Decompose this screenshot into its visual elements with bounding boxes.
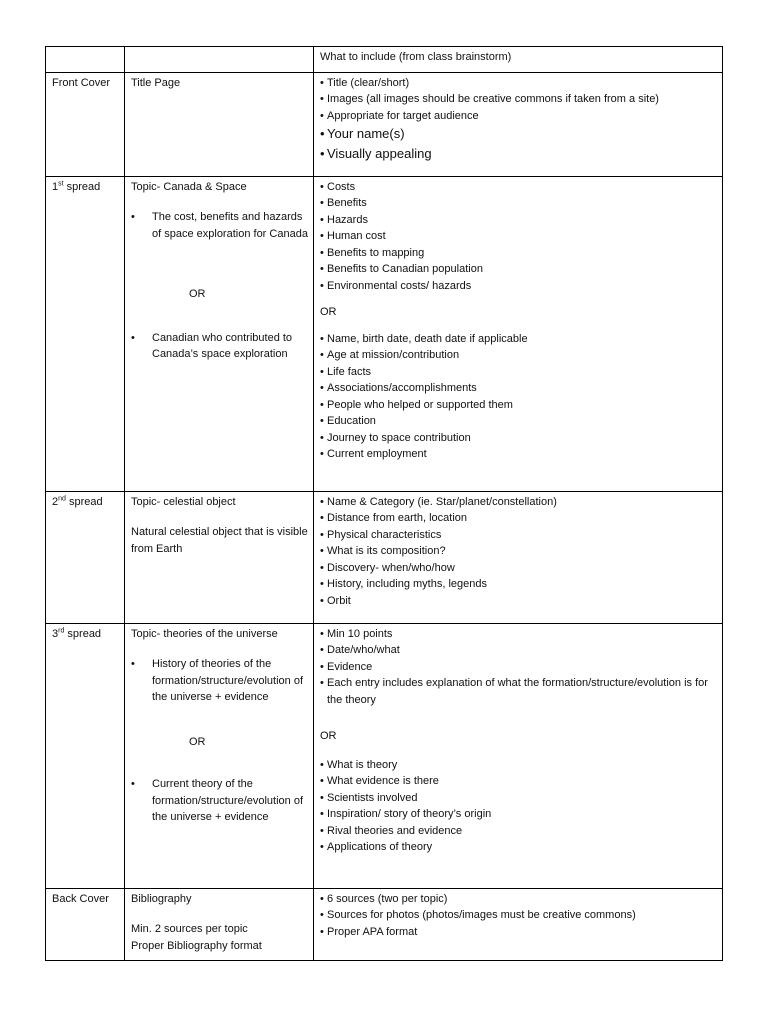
section-label: Back Cover bbox=[46, 888, 125, 961]
list-item: • Life facts bbox=[320, 364, 717, 381]
list-item: • What is its composition? bbox=[320, 543, 717, 560]
topic-option-a: • The cost, benefits and hazards of space exploration for Canada bbox=[131, 209, 308, 242]
list-item: • Costs bbox=[320, 179, 717, 196]
list-item: • Scientists involved bbox=[320, 790, 717, 807]
section-label: 2nd spread bbox=[46, 491, 125, 623]
list-item: • People who helped or supported them bbox=[320, 397, 717, 414]
header-cell-topic bbox=[125, 47, 314, 73]
list-item: • Title (clear/short) bbox=[320, 75, 717, 92]
list-item: • Rival theories and evidence bbox=[320, 823, 717, 840]
list-item: • Orbit bbox=[320, 593, 717, 610]
list-item: • Name, birth date, death date if applicable bbox=[320, 331, 717, 348]
header-cell-section bbox=[46, 47, 125, 73]
row-back-cover bbox=[46, 888, 723, 961]
project-requirements-table bbox=[45, 46, 723, 961]
list-item: • Human cost bbox=[320, 228, 717, 245]
include-list bbox=[314, 888, 723, 961]
header-cell-what-to-include: What to include (from class brainstorm) bbox=[314, 47, 723, 73]
section-label: 1st spread bbox=[46, 176, 125, 491]
topic-option-a: • History of theories of the formation/structure/evolution of the universe + evidence bbox=[131, 656, 308, 706]
list-item: • Physical characteristics bbox=[320, 527, 717, 544]
list-item: • Distance from earth, location bbox=[320, 510, 717, 527]
row-front-cover bbox=[46, 72, 723, 176]
topic-note: Min. 2 sources per topic bbox=[131, 923, 248, 935]
list-item: • Age at mission/contribution bbox=[320, 347, 717, 364]
topic-cell bbox=[125, 176, 314, 491]
or-label: OR bbox=[189, 288, 206, 300]
section-label: Front Cover bbox=[46, 72, 125, 176]
list-item: • Current employment bbox=[320, 446, 717, 463]
list-item: • Benefits bbox=[320, 195, 717, 212]
list-item: • Date/who/what bbox=[320, 642, 717, 659]
topic-cell bbox=[125, 491, 314, 623]
include-list bbox=[314, 176, 723, 491]
topic-title: Topic- theories of the universe bbox=[131, 627, 278, 640]
list-item: • History, including myths, legends bbox=[320, 576, 717, 593]
list-item: • 6 sources (two per topic) bbox=[320, 891, 717, 908]
list-item: • Each entry includes explanation of what the formation/structure/evolution is for the theory bbox=[320, 675, 717, 708]
topic-option-b: • Canadian who contributed to Canada’s space exploration bbox=[131, 330, 308, 363]
list-item: • Images (all images should be creative commons if taken from a site) bbox=[320, 91, 717, 108]
list-item: • Sources for photos (photos/images must be creative commons) bbox=[320, 907, 717, 924]
include-list bbox=[314, 491, 723, 623]
list-item: • Associations/accomplishments bbox=[320, 380, 717, 397]
include-list bbox=[314, 623, 723, 888]
row-spread-2 bbox=[46, 491, 723, 623]
header-row bbox=[46, 47, 723, 73]
topic-cell bbox=[125, 623, 314, 888]
list-item: • What evidence is there bbox=[320, 773, 717, 790]
or-label: OR bbox=[320, 306, 337, 318]
list-item: • Benefits to mapping bbox=[320, 245, 717, 262]
or-label: OR bbox=[189, 735, 206, 748]
topic-title: Topic- Canada & Space bbox=[131, 180, 247, 193]
list-item: • Hazards bbox=[320, 212, 717, 229]
topic-title: Bibliography bbox=[131, 892, 192, 905]
topic-cell: Title Page bbox=[125, 72, 314, 176]
list-item: • Evidence bbox=[320, 659, 717, 676]
list-item: • Proper APA format bbox=[320, 924, 717, 941]
list-item: • Min 10 points bbox=[320, 626, 717, 643]
or-label: OR bbox=[320, 730, 337, 742]
row-spread-3 bbox=[46, 623, 723, 888]
list-item: • Journey to space contribution bbox=[320, 430, 717, 447]
list-item: • Visually appealing bbox=[320, 144, 717, 164]
list-item: • Appropriate for target audience bbox=[320, 108, 717, 125]
list-item: • Discovery- when/who/how bbox=[320, 560, 717, 577]
list-item: • Inspiration/ story of theory’s origin bbox=[320, 806, 717, 823]
include-list bbox=[314, 72, 723, 176]
topic-description: Natural celestial object that is visible from Earth bbox=[131, 526, 308, 555]
list-item: • Your name(s) bbox=[320, 124, 717, 144]
list-item: • Name & Category (ie. Star/planet/constellation) bbox=[320, 494, 717, 511]
row-spread-1 bbox=[46, 176, 723, 491]
list-item: • Benefits to Canadian population bbox=[320, 261, 717, 278]
topic-cell bbox=[125, 888, 314, 961]
list-item: • What is theory bbox=[320, 757, 717, 774]
topic-option-b: • Current theory of the formation/structure/evolution of the universe + evidence bbox=[131, 776, 308, 826]
topic-note: Proper Bibliography format bbox=[131, 939, 262, 952]
list-item: • Applications of theory bbox=[320, 839, 717, 856]
list-item: • Environmental costs/ hazards bbox=[320, 278, 717, 295]
section-label: 3rd spread bbox=[46, 623, 125, 888]
topic-title: Topic- celestial object bbox=[131, 495, 236, 508]
list-item: • Education bbox=[320, 413, 717, 430]
